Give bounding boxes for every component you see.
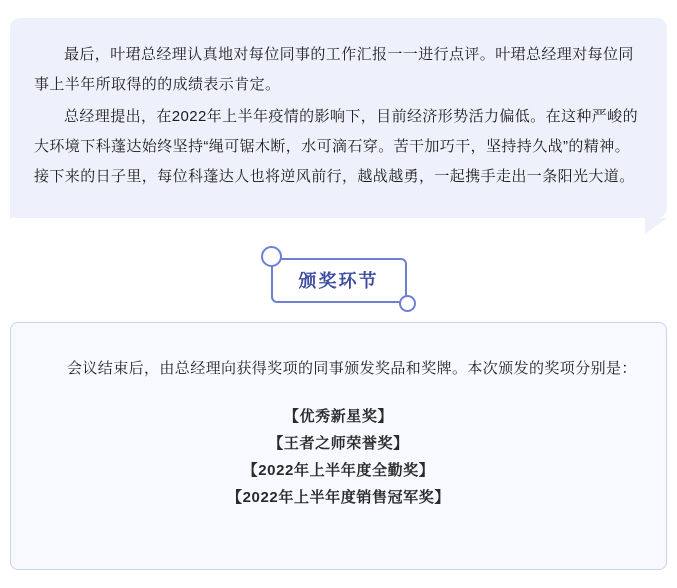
- section-heading-label: 颁奖环节: [271, 258, 407, 303]
- decorative-circle-large-icon: [261, 246, 282, 267]
- list-item: 【优秀新星奖】: [283, 408, 394, 425]
- award-card: [10, 322, 667, 570]
- intro-paragraph-card: [10, 18, 667, 218]
- list-item: 【2022年上半年度全勤奖】: [242, 462, 435, 479]
- section-heading: [0, 252, 677, 308]
- intro-paragraph-2: 总经理提出，在2022年上半年疫情的影响下，目前经济形势活力偏低。在这种严峻的大环境下科蓬达始终坚持“绳可锯木断，水可滴石穿。苦干加巧干，坚持持久战”的精神。接下来的日子里，每位科蓬达人也将逆风前行，越战越勇，一起携手走出一条阳光大道。: [34, 108, 638, 185]
- decorative-circle-small-icon: [399, 295, 416, 312]
- award-intro-text: 会议结束后，由总经理向获得奖项的同事颁发奖品和奖牌。本次颁发的奖项分别是：: [67, 360, 637, 377]
- list-item: 【2022年上半年度销售冠军奖】: [227, 489, 450, 506]
- intro-paragraph-1: 最后，叶珺总经理认真地对每位同事的工作汇报一一进行点评。叶珺总经理对每位同事上半年所取得的的成绩表示肯定。: [34, 46, 634, 93]
- list-item: 【王者之师荣誉奖】: [268, 435, 409, 452]
- award-list: [37, 403, 640, 511]
- section-heading-chip-wrapper: [271, 258, 407, 303]
